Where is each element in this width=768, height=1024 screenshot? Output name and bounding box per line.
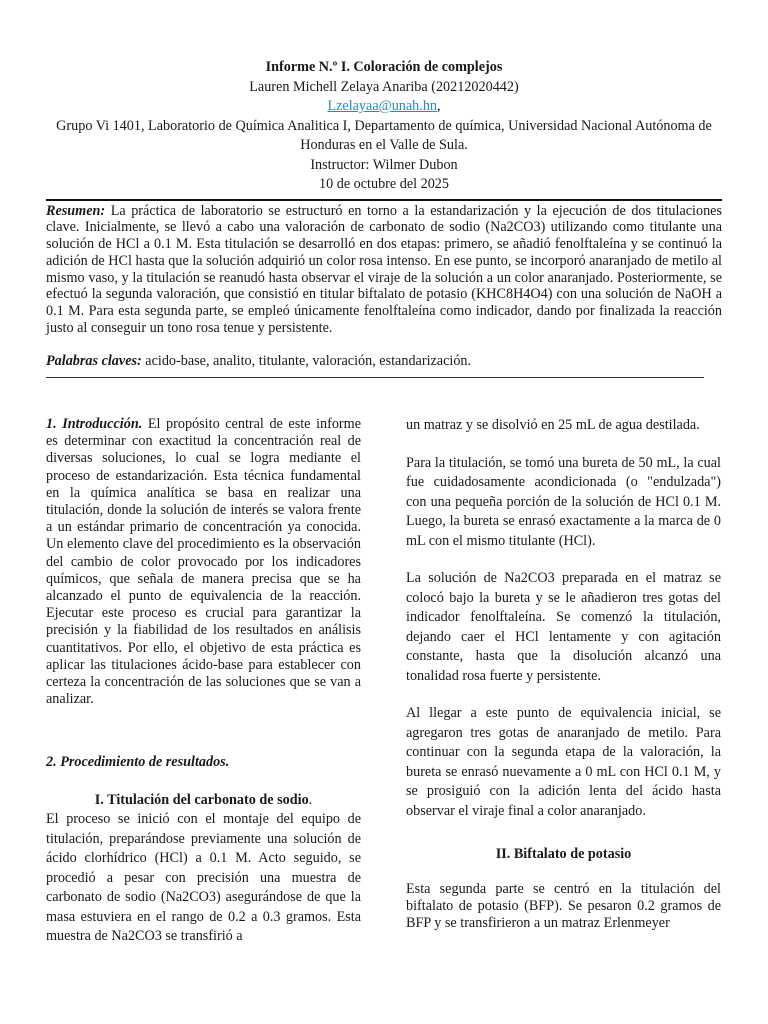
abstract-label: Resumen:: [46, 202, 106, 219]
paper-title: Informe N.º I. Coloración de complejos: [265, 59, 503, 75]
abstract-divider: [46, 377, 704, 378]
subsection-1-title: I. Titulación del carbonato de sodio: [94, 792, 309, 809]
procedure-heading: 2. Procedimiento de resultados.: [46, 754, 230, 771]
abstract: [46, 203, 722, 337]
subsection-1-period: .: [308, 792, 313, 809]
header-divider: [46, 199, 722, 201]
instructor: Instructor: Wilmer Dubon: [310, 156, 458, 173]
keywords: [46, 353, 722, 370]
paper-header: [46, 58, 722, 195]
email-link[interactable]: Lzelayaa@unah.hn: [327, 98, 438, 114]
right-paragraph-1: un matraz y se disolvió en 25 mL de agua destilada.: [406, 417, 700, 433]
keywords-label: Palabras claves:: [46, 352, 142, 369]
sub2-paragraph-1: Esta segunda parte se centró en la titulación del biftalato de potasio (BFP). Se pesaron 0.2 gramos de BFP y se transfirieron a un matraz Erlenmeyer: [406, 881, 721, 932]
date: 10 de octubre del 2025: [318, 176, 449, 192]
subsection-2-heading: II. Biftalato de potasio: [495, 846, 632, 862]
left-column: [46, 416, 361, 947]
right-column: [406, 416, 721, 933]
email-line: [46, 97, 722, 117]
sub1-paragraph-1: El proceso se inició con el montaje del equipo de titulación, preparándose previamente una solución de ácido clorhídrico (HCl) a 0.1 M. Acto seguido, se procedió a pesar con precisión una muestra de carbonato de sodio (Na2CO3) asegurándose de que la masa estuviera en el rango de 0.2 a 0.3 gramos. Esta muestra de Na2CO3 se transfirió a: [46, 811, 361, 945]
author-line: Lauren Michell Zelaya Anariba (20212020442): [249, 78, 519, 95]
subsection-1-heading: [46, 791, 361, 809]
right-paragraph-3: La solución de Na2CO3 preparada en el matraz se colocó bajo la bureta y se le añadieron tres gotas del indicador fenolftaleína. Se comenzó la titulación, dejando caer el HCl lentamente y con agitación constante, hasta que la disolución alcanzó una tonalidad rosa fuerte y persistente.: [406, 570, 721, 684]
intro-paragraph: [46, 416, 361, 708]
affiliation: Grupo Vi 1401, Laboratorio de Química Analitica I, Departamento de química, Universidad Nacional Autónoma de Honduras en el Valle de Sula.: [56, 117, 712, 153]
keywords-text: acido-base, analito, titulante, valoración, estandarización.: [145, 352, 472, 369]
right-paragraph-2: Para la titulación, se tomó una bureta de 50 mL, la cual fue cuidadosamente acondicionada (o "endulzada") con una pequeña porción de la solución de HCl 0.1 M. Luego, la bureta se enrasó exactamente a la marca de 0 mL con el mismo titulante (HCl).: [406, 454, 721, 549]
intro-heading: 1. Introducción.: [46, 416, 143, 432]
email-suffix: ,: [437, 98, 441, 114]
abstract-text: La práctica de laboratorio se estructuró en torno a la estandarización y la ejecución de dos titulaciones clave. Inicialmente, se llevó a cabo una valoración de carbonato de sodio (Na2CO3) utilizando como titulante una solución de HCl a 0.1 M. Esta titulación se desarrolló en dos etapas: primero, se añadió fenolftaleína y se continuó la adición de HCl hasta que la solución adquirió un color rosa intenso. En ese punto, se incorporó anaranjado de metilo al mismo vaso, y la titulación se reanudó hasta observar el viraje de la solución a un color anaranjado. Posteriormente, se efectuó la segunda valoración, que consistió en titular biftalato de potasio (KHC8H4O4) con una solución de NaOH a 0.1 M. Para esta segunda parte, se empleó únicamente fenolftaleína como indicador, dando por finalizada la reacción justo al conseguir un tono rosa tenue y persistente.: [46, 202, 722, 337]
document-page: [46, 58, 722, 378]
intro-text: El propósito central de este informe es determinar con exactitud la concentración real de diversas soluciones, lo cual se logra mediante el proceso de estandarización. Esta técnica fundamental en la química analítica se basa en realizar una titulación, donde la solución de interés se valora frente a un estándar primario de concentración ya conocida. Un elemento clave del procedimiento es la observación del cambio de color provocado por los indicadores químicos, que señala de manera precisa que se ha alcanzado el punto de equivalencia de la reacción. Ejecutar este proceso es crucial para garantizar la precisión y la fiabilidad de los resultados en análisis cuantitativos. Por ello, el objetivo de esta práctica es aplicar las titulaciones ácido-base para establecer con certeza la concentración de las soluciones que se van a analizar.: [46, 416, 361, 708]
right-paragraph-4: Al llegar a este punto de equivalencia inicial, se agregaron tres gotas de anaranjado de metilo. Para continuar con la segunda etapa de la valoración, la bureta se enrasó nuevamente a 0 mL con HCl 0.1 M, y se prosiguió con la adición lenta del ácido hasta observar el viraje final a color anaranjado.: [406, 705, 721, 819]
